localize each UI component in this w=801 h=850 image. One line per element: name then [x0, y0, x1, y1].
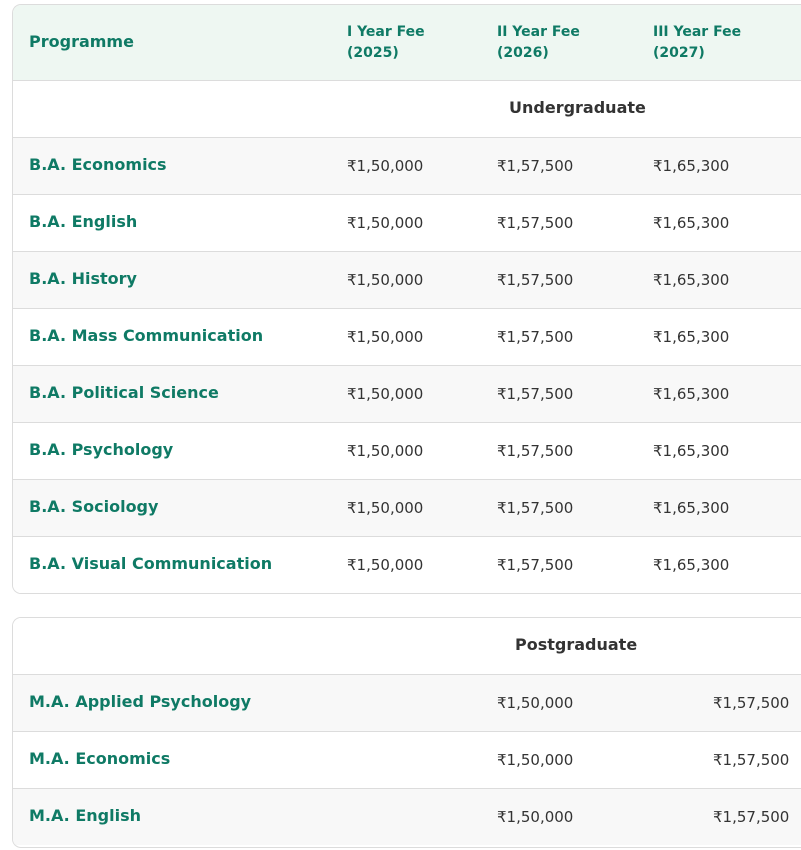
programme-link[interactable]: B.A. Political Science: [29, 383, 219, 402]
header-year3-fee: III Year Fee (2027): [653, 24, 742, 61]
fee-year1: ₹1,50,000: [497, 751, 574, 769]
fee-year2: ₹1,57,500: [497, 271, 574, 289]
header-programme: Programme: [29, 32, 134, 51]
programme-link[interactable]: B.A. Visual Communication: [29, 554, 273, 573]
fee-year2: ₹1,57,500: [497, 499, 574, 517]
fee-year1: ₹1,50,000: [347, 442, 424, 460]
fee-year3: ₹1,65,300: [653, 214, 730, 232]
fee-year1: ₹1,50,000: [347, 328, 424, 346]
table-row: [13, 537, 801, 593]
fee-year3: ₹1,65,300: [653, 271, 730, 289]
fee-year2: ₹1,57,500: [497, 214, 574, 232]
table-row: [13, 138, 801, 195]
fee-year1: ₹1,50,000: [347, 271, 424, 289]
fee-year3: ₹1,65,300: [653, 556, 730, 574]
header-year2-fee: II Year Fee (2026): [497, 24, 580, 61]
section-undergraduate: [13, 81, 801, 138]
table-row: [13, 366, 801, 423]
fee-year2: ₹1,57,500: [713, 808, 790, 826]
table-row: [13, 732, 801, 789]
table-row: [13, 195, 801, 252]
programme-link[interactable]: B.A. Psychology: [29, 440, 174, 459]
fee-year1: ₹1,50,000: [347, 385, 424, 403]
fee-year3: ₹1,65,300: [653, 328, 730, 346]
section-postgraduate: [13, 618, 801, 675]
programme-link[interactable]: M.A. English: [29, 806, 141, 825]
section-title-postgraduate: Postgraduate: [515, 635, 638, 654]
fee-year1: ₹1,50,000: [347, 157, 424, 175]
fee-year1: ₹1,50,000: [347, 499, 424, 517]
table-row: [13, 675, 801, 732]
fee-year3: ₹1,65,300: [653, 385, 730, 403]
fee-year3: ₹1,65,300: [653, 442, 730, 460]
fee-year3: ₹1,65,300: [653, 157, 730, 175]
programme-link[interactable]: B.A. Sociology: [29, 497, 159, 516]
fee-year1: ₹1,50,000: [497, 808, 574, 826]
postgraduate-fee-table: [12, 617, 801, 848]
programme-link[interactable]: B.A. Mass Communication: [29, 326, 264, 345]
fee-year1: ₹1,50,000: [347, 556, 424, 574]
fee-year2: ₹1,57,500: [497, 385, 574, 403]
table-row: [13, 252, 801, 309]
programme-link[interactable]: B.A. History: [29, 269, 137, 288]
programme-link[interactable]: B.A. Economics: [29, 155, 167, 174]
fee-year3: ₹1,65,300: [653, 499, 730, 517]
table-row: [13, 480, 801, 537]
fee-year1: ₹1,50,000: [497, 694, 574, 712]
fee-year2: ₹1,57,500: [497, 442, 574, 460]
fee-year1: ₹1,50,000: [347, 214, 424, 232]
fee-year2: ₹1,57,500: [713, 694, 790, 712]
fee-year2: ₹1,57,500: [713, 751, 790, 769]
table-header-row: [13, 5, 801, 81]
table-row: [13, 423, 801, 480]
header-year1-fee: I Year Fee (2025): [347, 24, 425, 61]
table-row: [13, 789, 801, 845]
programme-link[interactable]: B.A. English: [29, 212, 138, 231]
fee-year2: ₹1,57,500: [497, 157, 574, 175]
fee-year2: ₹1,57,500: [497, 328, 574, 346]
programme-link[interactable]: M.A. Applied Psychology: [29, 692, 252, 711]
programme-link[interactable]: M.A. Economics: [29, 749, 171, 768]
section-title-undergraduate: Undergraduate: [509, 98, 646, 117]
undergraduate-fee-table: [12, 4, 801, 594]
table-row: [13, 309, 801, 366]
fee-year2: ₹1,57,500: [497, 556, 574, 574]
